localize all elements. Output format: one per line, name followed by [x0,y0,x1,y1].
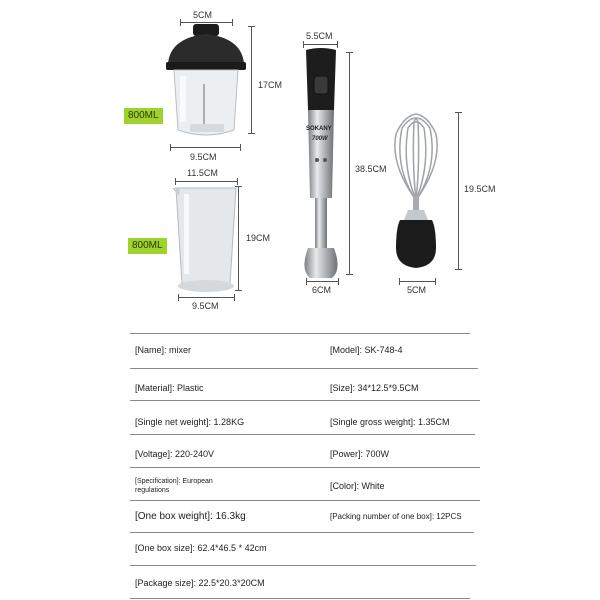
spec-rule [130,434,475,435]
spec-rule [130,565,476,566]
chopper-height-dimension: 17CM [258,80,283,90]
beaker-height-line [238,186,239,290]
measuring-beaker-image [170,184,242,296]
whisk-attachment-image [388,108,444,278]
spec-box-weight: [One box weight]: 16.3kg [135,511,246,522]
blender-width-line [306,281,338,282]
spec-name: [Name]: mixer [135,345,192,355]
beaker-top-dimension: 11.5CM [187,168,218,178]
spec-rule [130,598,470,599]
spec-packing-number: [Packing number of one box]: 12PCS [330,512,462,521]
spec-color: [Color]: White [330,481,385,491]
spec-rule [130,400,480,401]
blender-height-line [349,52,350,274]
spec-specification: [Specification]: European regulations [135,478,213,494]
blender-wattage-mark: 700W [312,136,328,142]
beaker-width-dimension: 9.5CM [192,301,219,311]
chopper-height-line [251,26,252,133]
beaker-volume-badge: 800ML [128,238,167,254]
spec-rule [130,368,478,369]
beaker-width-line [178,297,234,298]
blender-top-dimension-line [303,44,337,45]
spec-model: [Model]: SK-748-4 [330,345,403,355]
spec-box-size: [One box size]: 62.4*46.5 * 42cm [135,543,267,553]
whisk-width-dimension: 5CM [407,285,427,295]
chopper-width-dimension: 9.5CM [190,152,217,162]
spec-rule [130,333,470,334]
spec-rule [130,532,474,533]
spec-rule [130,500,480,501]
blender-width-dimension: 6CM [312,285,332,295]
spec-package-size: [Package size]: 22.5*20.3*20CM [135,578,265,588]
spec-rule [130,467,480,468]
beaker-height-dimension: 19CM [246,233,271,243]
hand-blender-image [296,48,346,282]
chopper-width-line [170,147,240,148]
spec-gross-weight: [Single gross weight]: 1.35CM [330,417,450,427]
chopper-top-dimension: 5CM [193,10,213,20]
beaker-top-dimension-line [175,181,237,182]
whisk-height-dimension: 19.5CM [464,184,496,194]
blender-top-dimension: 5.5CM [306,31,333,41]
whisk-height-line [458,112,459,269]
spec-material: [Material]: Plastic [135,383,204,393]
spec-net-weight: [Single net weight]: 1.28KG [135,417,245,427]
chopper-top-dimension-line [180,22,232,23]
blender-height-dimension: 38.5CM [355,164,387,174]
whisk-width-line [399,281,435,282]
spec-voltage: [Voltage]: 220-240V [135,449,215,459]
chopper-bowl-image [160,24,250,144]
blender-brand-mark: SOKANY [306,126,332,132]
chopper-volume-badge: 800ML [124,108,163,124]
spec-size: [Size]: 34*12.5*9.5CM [330,383,419,393]
spec-power: [Power]: 700W [330,449,390,459]
